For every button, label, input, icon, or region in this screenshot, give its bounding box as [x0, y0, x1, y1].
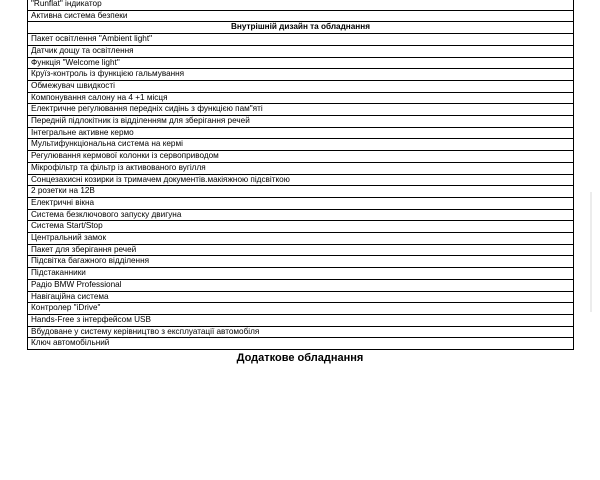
table-row	[28, 256, 574, 268]
table-cell: Мультифункціональна система на кермі	[28, 139, 574, 151]
section-title-cell: Внутрішній дизайн та обладнання	[28, 22, 574, 34]
table-cell: Сонцезахисні козирки із тримачем документів.макіяжною підсвіткою	[28, 174, 574, 186]
table-cell: Підсвітка багажного відділення	[28, 256, 574, 268]
table-row	[28, 268, 574, 280]
table-row	[28, 326, 574, 338]
table-cell: Система Start/Stop	[28, 221, 574, 233]
table-cell: Радіо BMW Professional	[28, 279, 574, 291]
table-row	[28, 244, 574, 256]
table-cell: "Runflat" індикатор	[28, 0, 574, 10]
table-cell: Електричні вікна	[28, 197, 574, 209]
table-row	[28, 338, 574, 350]
table-cell: Компонування салону на 4 +1 місця	[28, 92, 574, 104]
table-cell: Обмежувач швидкості	[28, 80, 574, 92]
scrollbar-thumb[interactable]	[590, 192, 592, 312]
table-cell: Ключ автомобільний	[28, 338, 574, 350]
table-cell: Система безключового запуску двигуна	[28, 209, 574, 221]
equipment-table	[27, 0, 574, 350]
table-cell: Контролер "iDrive"	[28, 303, 574, 315]
table-row	[28, 186, 574, 198]
table-row	[28, 57, 574, 69]
section-header-row	[28, 22, 574, 34]
table-cell: Мікрофільтр та фільтр із активованого вугілля	[28, 162, 574, 174]
table-cell: 2 розетки на 12В	[28, 186, 574, 198]
table-cell: Функція "Welcome light"	[28, 57, 574, 69]
table-cell: Датчик дощу та освітлення	[28, 45, 574, 57]
table-row	[28, 279, 574, 291]
table-cell: Інтегральне активне кермо	[28, 127, 574, 139]
table-row	[28, 92, 574, 104]
table-row	[28, 303, 574, 315]
table-row	[28, 80, 574, 92]
table-row	[28, 45, 574, 57]
table-cell: Електричне регулювання передніх сидінь з функцією пам"яті	[28, 104, 574, 116]
table-row	[28, 291, 574, 303]
table-row	[28, 162, 574, 174]
table-row	[28, 0, 574, 10]
table-cell: Передній підлокітник із відділенням для зберігання речей	[28, 116, 574, 128]
table-row	[28, 151, 574, 163]
table-row	[28, 197, 574, 209]
table-row	[28, 34, 574, 46]
table-row	[28, 116, 574, 128]
table-cell: Центральний замок	[28, 233, 574, 245]
table-row	[28, 127, 574, 139]
table-row	[28, 139, 574, 151]
table-cell: Пакет освітлення "Ambient light"	[28, 34, 574, 46]
table-cell: Вбудоване у систему керівництво з експлуатації автомобіля	[28, 326, 574, 338]
table-row	[28, 209, 574, 221]
table-cell: Пакет для зберігання речей	[28, 244, 574, 256]
table-row	[28, 221, 574, 233]
table-row	[28, 69, 574, 81]
table-cell: Підстаканники	[28, 268, 574, 280]
table-row	[28, 174, 574, 186]
table-row	[28, 104, 574, 116]
table-cell: Навігаційна система	[28, 291, 574, 303]
table-cell: Hands-Free з інтерфейсом USB	[28, 314, 574, 326]
table-cell: Активна система безпеки	[28, 10, 574, 22]
table-cell: Регулювання кермової колонки із сервоприводом	[28, 151, 574, 163]
table-row	[28, 10, 574, 22]
table-row	[28, 233, 574, 245]
table-row	[28, 314, 574, 326]
table-cell: Круїз-контроль із функцією гальмування	[28, 69, 574, 81]
additional-equipment-heading: Додаткове обладнання	[236, 352, 364, 364]
